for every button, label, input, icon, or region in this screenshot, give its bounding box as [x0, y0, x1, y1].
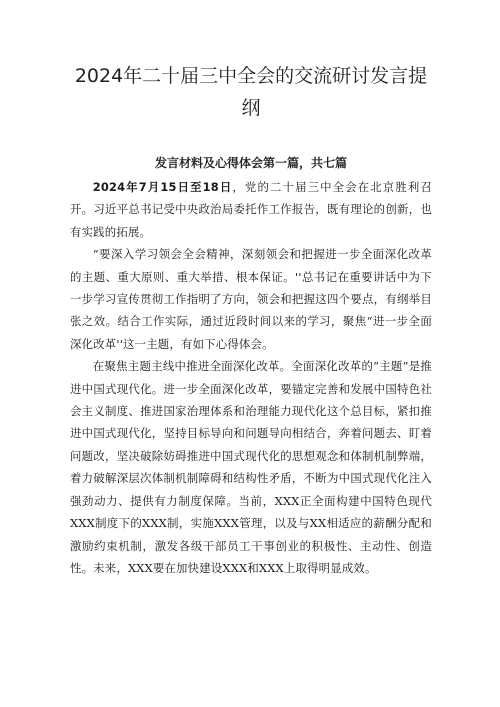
- paragraph-1-date: 2024年7月15日至18日: [92, 180, 233, 194]
- document-subtitle: 发言材料及心得体会第一篇，共七篇: [154, 156, 347, 170]
- paragraph-2: “要深入学习领会全会精神，深刻领会和把握进一步全面深化改革的主题、重大原则、重大举措、根本保证。''总书记在重要讲话中为下一步学习宣传贯彻工作指明了方向，领会和把握这四个要点，有纲举目张之效。结合工作实际，通过近段时间以来的学习，聚焦“进一步全面深化改革''这一主题，有如下心得体会。: [70, 247, 432, 351]
- document-title: 2024年二十届三中全会的交流研讨发言提纲: [74, 65, 428, 119]
- paragraph-1: [70, 176, 432, 243]
- paragraph-3: 在聚焦主题主线中推进全面深化改革。全面深化改革的“主题”是推进中国式现代化。进一步全面深化改革，要锚定完善和发展中国特色社会主义制度、推进国家治理体系和治理能力现代化这个总目标，紧扣推进中国式现代化，坚持目标导向和问题导向相结合，奔着问题去、盯着问题改，坚决破除妨碍推进中国式现代化的思想观念和体制机制弊端，着力破解深层次体制机制障碍和结构性矛盾，不断为中国式现代化注入强劲动力、提供有力制度保障。当前，XXX正全面构建中国特色现代XXX制度下的XXX制，实施XXX管理，以及与XX相适应的薪酬分配和激励约束机制，激发各级干部员工干事创业的积极性、主动性、创造性。未来，XXX要在加快建设XXX和XXX上取得明显成效。: [70, 359, 432, 575]
- paragraph-1-text: ，党的二十届三中全会在北京胜利召开。习近平总书记受中央政治局委托作工作报告，既有理论的创新，也有实践的拓展。: [70, 180, 433, 239]
